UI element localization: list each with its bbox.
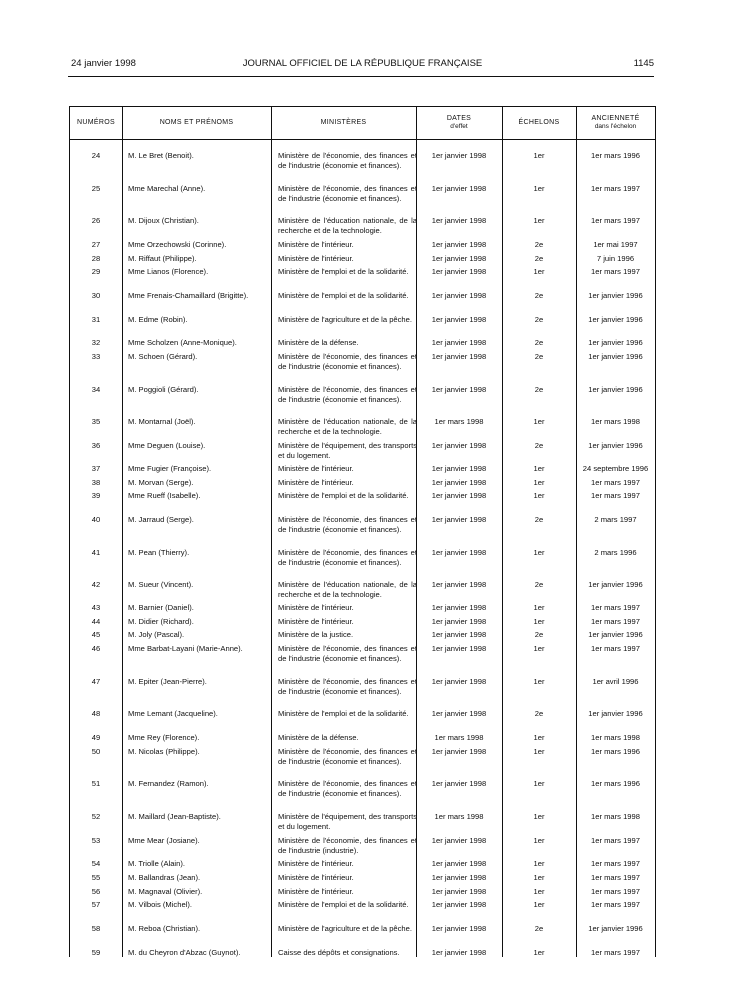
cell-num: 47 <box>91 677 101 686</box>
cell-name: Mme Orzechowski (Corinne). <box>128 240 227 249</box>
cell-anciennete: 1er janvier 1996 <box>588 709 643 718</box>
page-number: 1145 <box>633 58 654 69</box>
cell-ministere: Ministère de l'intérieur. <box>278 859 354 868</box>
cell-echelon: 2e <box>534 709 544 718</box>
cell-name: M. du Cheyron d'Abzac (Guynot). <box>128 948 241 957</box>
cell-name: M. Montarnal (Joël). <box>128 417 196 426</box>
cell-name: M. Morvan (Serge). <box>128 478 194 487</box>
cell-anciennete: 1er mars 1997 <box>591 267 640 276</box>
cell-echelon: 2e <box>534 924 544 933</box>
cell-name: Mme Barbat-Layani (Marie-Anne). <box>128 644 243 653</box>
cell-date: 1er janvier 1998 <box>431 887 487 896</box>
cell-num: 45 <box>91 630 101 639</box>
cell-name: M. Vilbois (Michel). <box>128 900 192 909</box>
cell-name: M. Joly (Pascal). <box>128 630 185 639</box>
cell-ministere: Ministère de l'économie, des finances et de l'industrie (économie et finances). <box>278 184 417 204</box>
cell-date: 1er janvier 1998 <box>431 900 487 909</box>
cell-date: 1er janvier 1998 <box>431 464 487 473</box>
cell-name: Mme Deguen (Louise). <box>128 441 206 450</box>
cell-ministere: Ministère de l'emploi et de la solidarité. <box>278 900 409 909</box>
cell-anciennete: 1er mars 1997 <box>591 644 640 653</box>
cell-anciennete: 2 mars 1996 <box>594 548 637 557</box>
cell-anciennete: 1er mars 1998 <box>591 733 640 742</box>
cell-anciennete: 1er mars 1997 <box>591 887 640 896</box>
cell-echelon: 2e <box>534 352 544 361</box>
cell-ministere: Ministère de l'emploi et de la solidarité. <box>278 709 409 718</box>
cell-name: M. Epiter (Jean-Pierre). <box>128 677 207 686</box>
cell-ministere: Ministère de la défense. <box>278 338 359 347</box>
journal-title: JOURNAL OFFICIEL DE LA RÉPUBLIQUE FRANÇAISE <box>242 58 483 69</box>
cell-echelon: 2e <box>534 580 544 589</box>
cell-anciennete: 1er janvier 1996 <box>588 338 643 347</box>
cell-num: 53 <box>91 836 101 845</box>
cell-date: 1er janvier 1998 <box>431 924 487 933</box>
cell-num: 58 <box>91 924 101 933</box>
cell-date: 1er janvier 1998 <box>431 603 487 612</box>
cell-name: M. Sueur (Vincent). <box>128 580 194 589</box>
cell-echelon: 2e <box>534 515 544 524</box>
cell-date: 1er janvier 1998 <box>431 859 487 868</box>
header-numeros: NUMÉROS <box>77 119 115 126</box>
cell-ministere: Ministère de l'agriculture et de la pêche. <box>278 315 412 324</box>
cell-date: 1er janvier 1998 <box>431 948 487 957</box>
cell-date: 1er janvier 1998 <box>431 352 487 361</box>
cell-ministere: Ministère de l'intérieur. <box>278 873 354 882</box>
cell-echelon: 1er <box>533 900 545 909</box>
cell-date: 1er janvier 1998 <box>431 184 487 193</box>
cell-echelon: 1er <box>533 491 545 500</box>
cell-date: 1er janvier 1998 <box>431 151 487 160</box>
cell-date: 1er janvier 1998 <box>431 644 487 653</box>
cell-echelon: 2e <box>534 254 544 263</box>
header-noms: NOMS ET PRÉNOMS <box>159 119 234 126</box>
cell-ministere: Ministère de l'économie, des finances et de l'industrie (industrie). <box>278 836 417 856</box>
cell-date: 1er mars 1998 <box>434 733 484 742</box>
cell-anciennete: 1er mars 1997 <box>591 873 640 882</box>
cell-ministere: Ministère de l'emploi et de la solidarité. <box>278 267 409 276</box>
cell-name: M. Edme (Robin). <box>128 315 188 324</box>
cell-num: 46 <box>91 644 101 653</box>
cell-anciennete: 2 mars 1997 <box>594 515 637 524</box>
cell-ministere: Ministère de l'intérieur. <box>278 464 354 473</box>
cell-ministere: Ministère de l'emploi et de la solidarité. <box>278 491 409 500</box>
cell-echelon: 1er <box>533 216 545 225</box>
cell-num: 50 <box>91 747 101 756</box>
cell-ministere: Ministère de l'éducation nationale, de la recherche et de la technologie. <box>278 216 417 236</box>
cell-echelon: 1er <box>533 464 545 473</box>
cell-name: M. Jarraud (Serge). <box>128 515 194 524</box>
cell-name: Mme Marechal (Anne). <box>128 184 206 193</box>
cell-date: 1er janvier 1998 <box>431 254 487 263</box>
cell-num: 35 <box>91 417 101 426</box>
cell-echelon: 1er <box>533 184 545 193</box>
cell-date: 1er janvier 1998 <box>431 240 487 249</box>
cell-ministere: Ministère de l'économie, des finances et de l'industrie (économie et finances). <box>278 151 417 171</box>
cell-ministere: Ministère de l'équipement, des transports et du logement. <box>278 441 417 461</box>
cell-num: 25 <box>91 184 101 193</box>
cell-name: M. Pean (Thierry). <box>128 548 190 557</box>
cell-ministere: Ministère de l'agriculture et de la pêche. <box>278 924 412 933</box>
cell-ministere: Ministère de l'économie, des finances et de l'industrie (économie et finances). <box>278 747 417 767</box>
cell-anciennete: 1er mars 1997 <box>591 836 640 845</box>
cell-num: 36 <box>91 441 101 450</box>
cell-date: 1er janvier 1998 <box>431 441 487 450</box>
cell-anciennete: 1er janvier 1996 <box>588 441 643 450</box>
cell-date: 1er janvier 1998 <box>431 548 487 557</box>
cell-name: M. Nicolas (Philippe). <box>128 747 200 756</box>
cell-name: Mme Scholzen (Anne-Monique). <box>128 338 237 347</box>
cell-echelon: 2e <box>534 630 544 639</box>
cell-echelon: 1er <box>533 151 545 160</box>
cell-echelon: 1er <box>533 644 545 653</box>
cell-anciennete: 1er avril 1996 <box>592 677 639 686</box>
cell-anciennete: 1er mars 1997 <box>591 900 640 909</box>
cell-name: M. Schoen (Gérard). <box>128 352 198 361</box>
cell-ministere: Ministère de l'intérieur. <box>278 603 354 612</box>
cell-ministere: Ministère de l'économie, des finances et de l'industrie (économie et finances). <box>278 385 417 405</box>
cell-name: M. Maillard (Jean-Baptiste). <box>128 812 221 821</box>
cell-date: 1er janvier 1998 <box>431 478 487 487</box>
cell-echelon: 2e <box>534 441 544 450</box>
cell-ministere: Ministère de l'économie, des finances et de l'industrie (économie et finances). <box>278 677 417 697</box>
cell-date: 1er janvier 1998 <box>431 338 487 347</box>
cell-num: 34 <box>91 385 101 394</box>
cell-name: Mme Rueff (Isabelle). <box>128 491 201 500</box>
cell-echelon: 2e <box>534 315 544 324</box>
cell-num: 26 <box>91 216 101 225</box>
cell-ministere: Ministère de l'intérieur. <box>278 617 354 626</box>
cell-num: 29 <box>91 267 101 276</box>
cell-name: Mme Frenais-Chamaillard (Brigitte). <box>128 291 249 300</box>
cell-date: 1er janvier 1998 <box>431 779 487 788</box>
cell-date: 1er janvier 1998 <box>431 267 487 276</box>
cell-num: 32 <box>91 338 101 347</box>
cell-anciennete: 1er mars 1997 <box>591 617 640 626</box>
cell-anciennete: 1er mars 1997 <box>591 859 640 868</box>
cell-num: 28 <box>91 254 101 263</box>
cell-anciennete: 1er mars 1997 <box>591 603 640 612</box>
cell-num: 57 <box>91 900 101 909</box>
cell-num: 33 <box>91 352 101 361</box>
cell-name: M. Dijoux (Christian). <box>128 216 199 225</box>
cell-num: 54 <box>91 859 101 868</box>
cell-anciennete: 7 juin 1996 <box>596 254 635 263</box>
cell-date: 1er janvier 1998 <box>431 630 487 639</box>
cell-date: 1er janvier 1998 <box>431 836 487 845</box>
cell-echelon: 1er <box>533 478 545 487</box>
cell-echelon: 2e <box>534 338 544 347</box>
cell-name: M. Magnaval (Olivier). <box>128 887 203 896</box>
cell-anciennete: 1er mars 1996 <box>591 151 640 160</box>
cell-num: 27 <box>91 240 101 249</box>
cell-anciennete: 1er mars 1998 <box>591 417 640 426</box>
cell-date: 1er mars 1998 <box>434 812 484 821</box>
cell-num: 49 <box>91 733 101 742</box>
cell-name: Mme Fugier (Françoise). <box>128 464 212 473</box>
cell-date: 1er mars 1998 <box>434 417 484 426</box>
cell-date: 1er janvier 1998 <box>431 617 487 626</box>
header-anciennete: ANCIENNETÉ dans l'échelon <box>591 115 640 130</box>
cell-ministere: Ministère de l'éducation nationale, de la recherche et de la technologie. <box>278 580 417 600</box>
cell-ministere: Ministère de l'éducation nationale, de la recherche et de la technologie. <box>278 417 417 437</box>
page-header <box>71 58 654 72</box>
cell-echelon: 1er <box>533 548 545 557</box>
cell-echelon: 1er <box>533 417 545 426</box>
cell-num: 42 <box>91 580 101 589</box>
cell-echelon: 1er <box>533 948 545 957</box>
cell-ministere: Ministère de l'équipement, des transports et du logement. <box>278 812 417 832</box>
cell-ministere: Ministère de l'emploi et de la solidarité. <box>278 291 409 300</box>
cell-num: 51 <box>91 779 101 788</box>
cell-date: 1er janvier 1998 <box>431 747 487 756</box>
appointments-table <box>69 106 656 957</box>
cell-anciennete: 1er mai 1997 <box>593 240 638 249</box>
cell-date: 1er janvier 1998 <box>431 709 487 718</box>
cell-num: 31 <box>91 315 101 324</box>
cell-ministere: Ministère de l'économie, des finances et de l'industrie (économie et finances). <box>278 352 417 372</box>
cell-name: M. Riffaut (Philippe). <box>128 254 197 263</box>
cell-date: 1er janvier 1998 <box>431 580 487 589</box>
cell-anciennete: 1er janvier 1996 <box>588 385 643 394</box>
cell-echelon: 1er <box>533 887 545 896</box>
cell-date: 1er janvier 1998 <box>431 291 487 300</box>
cell-anciennete: 1er mars 1997 <box>591 491 640 500</box>
cell-name: Mme Lemant (Jacqueline). <box>128 709 218 718</box>
cell-name: M. Didier (Richard). <box>128 617 194 626</box>
cell-ministere: Ministère de l'économie, des finances et de l'industrie (économie et finances). <box>278 548 417 568</box>
cell-date: 1er janvier 1998 <box>431 873 487 882</box>
cell-name: M. Triolle (Alain). <box>128 859 185 868</box>
cell-num: 41 <box>91 548 101 557</box>
table-body <box>70 140 655 957</box>
cell-num: 40 <box>91 515 101 524</box>
cell-ministere: Ministère de l'économie, des finances et de l'industrie (économie et finances). <box>278 515 417 535</box>
cell-name: Mme Lianos (Florence). <box>128 267 209 276</box>
cell-echelon: 1er <box>533 812 545 821</box>
cell-anciennete: 1er mars 1996 <box>591 747 640 756</box>
cell-echelon: 1er <box>533 617 545 626</box>
cell-anciennete: 1er janvier 1996 <box>588 630 643 639</box>
cell-name: M. Barnier (Daniel). <box>128 603 194 612</box>
cell-date: 1er janvier 1998 <box>431 515 487 524</box>
cell-date: 1er janvier 1998 <box>431 491 487 500</box>
cell-echelon: 1er <box>533 836 545 845</box>
cell-echelon: 1er <box>533 603 545 612</box>
cell-num: 43 <box>91 603 101 612</box>
header-dates: DATES d'effet <box>446 115 472 130</box>
cell-anciennete: 1er mars 1997 <box>591 478 640 487</box>
cell-anciennete: 1er mars 1997 <box>591 216 640 225</box>
header-rule <box>68 76 654 77</box>
cell-date: 1er janvier 1998 <box>431 216 487 225</box>
cell-anciennete: 1er mars 1996 <box>591 779 640 788</box>
cell-date: 1er janvier 1998 <box>431 315 487 324</box>
cell-ministere: Ministère de l'intérieur. <box>278 887 354 896</box>
cell-echelon: 1er <box>533 859 545 868</box>
issue-date: 24 janvier 1998 <box>71 58 136 69</box>
cell-echelon: 1er <box>533 873 545 882</box>
cell-num: 55 <box>91 873 101 882</box>
cell-num: 30 <box>91 291 101 300</box>
cell-ministere: Ministère de la justice. <box>278 630 354 639</box>
cell-name: Mme Mear (Josiane). <box>128 836 200 845</box>
cell-anciennete: 1er janvier 1996 <box>588 580 643 589</box>
cell-num: 39 <box>91 491 101 500</box>
cell-echelon: 2e <box>534 291 544 300</box>
cell-name: M. Reboa (Christian). <box>128 924 201 933</box>
cell-name: M. Le Bret (Benoit). <box>128 151 194 160</box>
cell-ministere: Ministère de l'économie, des finances et de l'industrie (économie et finances). <box>278 779 417 799</box>
table-header <box>70 107 655 140</box>
cell-anciennete: 1er mars 1997 <box>591 948 640 957</box>
cell-anciennete: 1er mars 1997 <box>591 184 640 193</box>
cell-num: 24 <box>91 151 101 160</box>
cell-anciennete: 1er janvier 1996 <box>588 291 643 300</box>
cell-anciennete: 1er mars 1998 <box>591 812 640 821</box>
cell-name: M. Poggioli (Gérard). <box>128 385 199 394</box>
cell-echelon: 2e <box>534 240 544 249</box>
cell-num: 44 <box>91 617 101 626</box>
header-echelons: ÉCHELONS <box>518 119 560 126</box>
cell-ministere: Ministère de la défense. <box>278 733 359 742</box>
cell-num: 56 <box>91 887 101 896</box>
cell-ministere: Ministère de l'intérieur. <box>278 478 354 487</box>
cell-anciennete: 24 septembre 1996 <box>582 464 649 473</box>
cell-echelon: 1er <box>533 747 545 756</box>
cell-date: 1er janvier 1998 <box>431 385 487 394</box>
cell-num: 59 <box>91 948 101 957</box>
cell-anciennete: 1er janvier 1996 <box>588 352 643 361</box>
cell-date: 1er janvier 1998 <box>431 677 487 686</box>
cell-ministere: Ministère de l'économie, des finances et de l'industrie (économie et finances). <box>278 644 417 664</box>
cell-num: 52 <box>91 812 101 821</box>
cell-anciennete: 1er janvier 1996 <box>588 315 643 324</box>
cell-ministere: Ministère de l'intérieur. <box>278 254 354 263</box>
cell-echelon: 1er <box>533 733 545 742</box>
cell-ministere: Ministère de l'intérieur. <box>278 240 354 249</box>
cell-num: 48 <box>91 709 101 718</box>
cell-anciennete: 1er janvier 1996 <box>588 924 643 933</box>
cell-echelon: 1er <box>533 677 545 686</box>
cell-name: M. Fernandez (Ramon). <box>128 779 209 788</box>
header-ministeres: MINISTÈRES <box>320 119 367 126</box>
cell-ministere: Caisse des dépôts et consignations. <box>278 948 400 957</box>
cell-num: 37 <box>91 464 101 473</box>
cell-echelon: 2e <box>534 385 544 394</box>
cell-name: M. Ballandras (Jean). <box>128 873 201 882</box>
cell-name: Mme Rey (Florence). <box>128 733 200 742</box>
cell-echelon: 1er <box>533 267 545 276</box>
cell-echelon: 1er <box>533 779 545 788</box>
cell-num: 38 <box>91 478 101 487</box>
